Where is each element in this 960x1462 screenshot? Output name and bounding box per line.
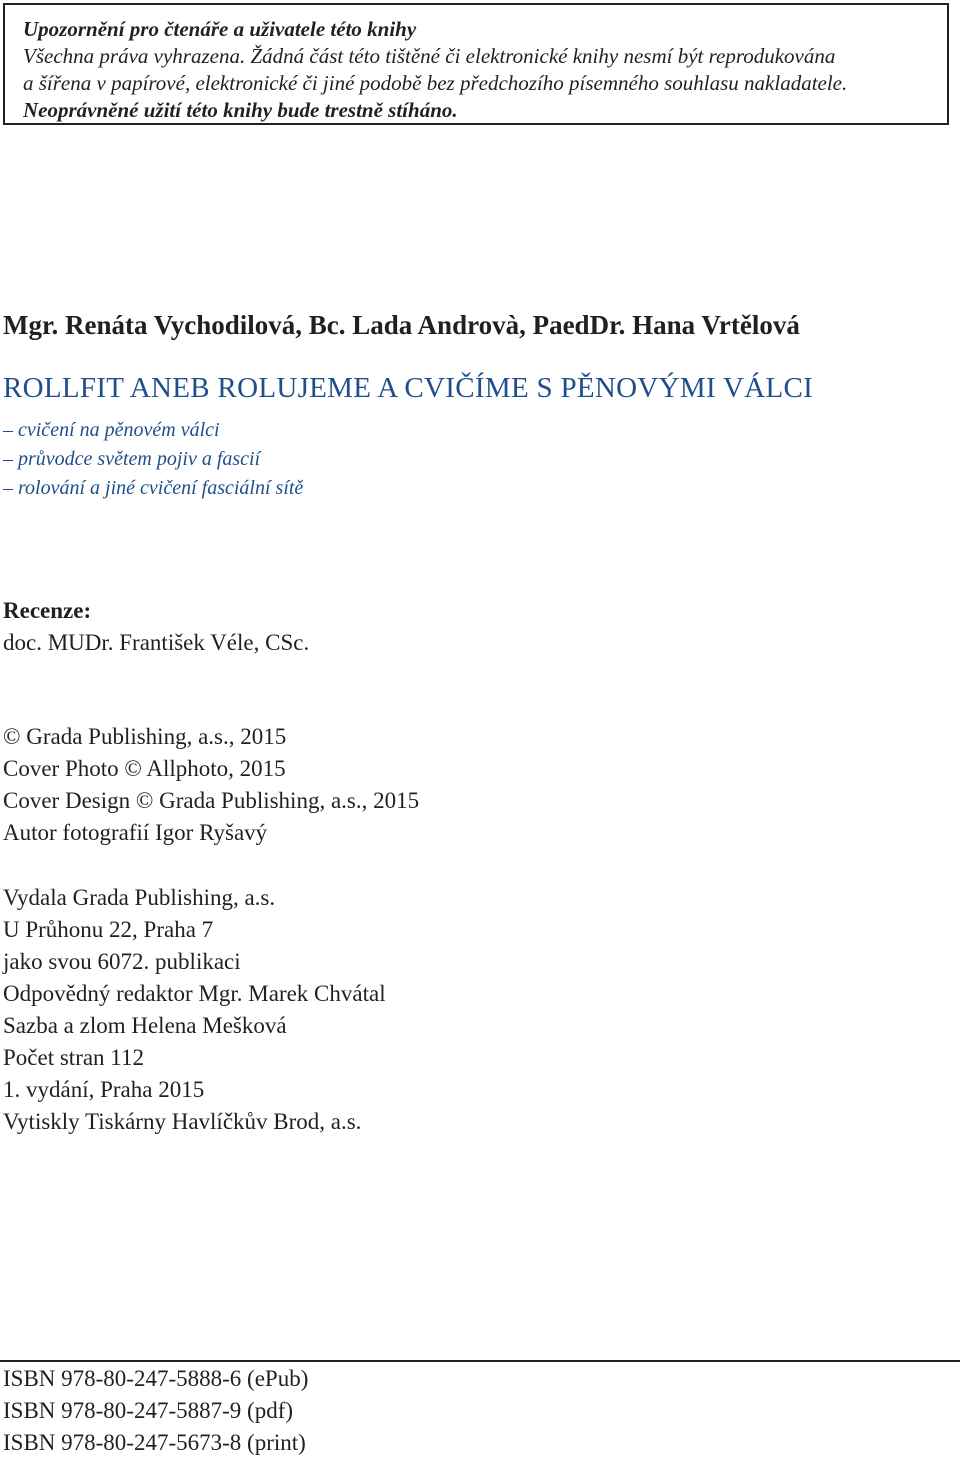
subtitle-item: – průvodce světem pojiv a fascií [3, 448, 261, 470]
authors: Mgr. Renáta Vychodilová, Bc. Lada Androvà, PaedDr. Hana Vrtělová [3, 310, 800, 340]
isbn-line: ISBN 978-80-247-5888-6 (ePub) [3, 1366, 309, 1391]
publisher-line: Odpovědný redaktor Mgr. Marek Chvátal [3, 981, 386, 1006]
review-label: Recenze: [3, 598, 92, 623]
subtitle-item: – rolování a jiné cvičení fasciální sítě [3, 477, 304, 499]
publisher-line: jako svou 6072. publikaci [3, 949, 241, 974]
isbn-line: ISBN 978-80-247-5887-9 (pdf) [3, 1398, 294, 1423]
notice-line-3: Neoprávněné užití této knihy bude trestně stíháno. [23, 98, 458, 122]
isbn-line: ISBN 978-80-247-5673-8 (print) [3, 1430, 306, 1455]
review-section [3, 595, 309, 659]
credit-line: Cover Photo © Allphoto, 2015 [3, 756, 286, 781]
publisher-line: Počet stran 112 [3, 1045, 144, 1070]
isbn-section [3, 1363, 308, 1459]
credit-line: Autor fotografií Igor Ryšavý [3, 820, 268, 845]
credit-line: © Grada Publishing, a.s., 2015 [3, 724, 287, 749]
publisher-section [3, 882, 386, 1138]
credit-line: Cover Design © Grada Publishing, a.s., 2015 [3, 788, 420, 813]
publisher-line: 1. vydání, Praha 2015 [3, 1077, 205, 1102]
isbn-divider [0, 1360, 960, 1362]
publisher-line: Vydala Grada Publishing, a.s. [3, 885, 276, 910]
notice-line-1: Všechna práva vyhrazena. Žádná část této tištěné či elektronické knihy nesmí být reprodukována [23, 44, 836, 68]
book-subtitles [3, 416, 303, 503]
reviewer-name: doc. MUDr. František Véle, CSc. [3, 630, 310, 655]
subtitle-item: – cvičení na pěnovém válci [3, 419, 220, 441]
copyright-notice-box [3, 3, 949, 125]
notice-line-2: a šířena v papírové, elektronické či jiné podobě bez předchozího písemného souhlasu nakladatele. [23, 71, 848, 95]
book-title: ROLLFIT ANEB ROLUJEME A CVIČÍME S PĚNOVÝMI VÁLCI [3, 372, 814, 404]
publisher-line: U Průhonu 22, Praha 7 [3, 917, 214, 942]
publisher-line: Sazba a zlom Helena Mešková [3, 1013, 287, 1038]
credits-section [3, 721, 419, 849]
publisher-line: Vytiskly Tiskárny Havlíčkův Brod, a.s. [3, 1109, 362, 1134]
notice-title: Upozornění pro čtenáře a uživatele této knihy [23, 17, 417, 41]
